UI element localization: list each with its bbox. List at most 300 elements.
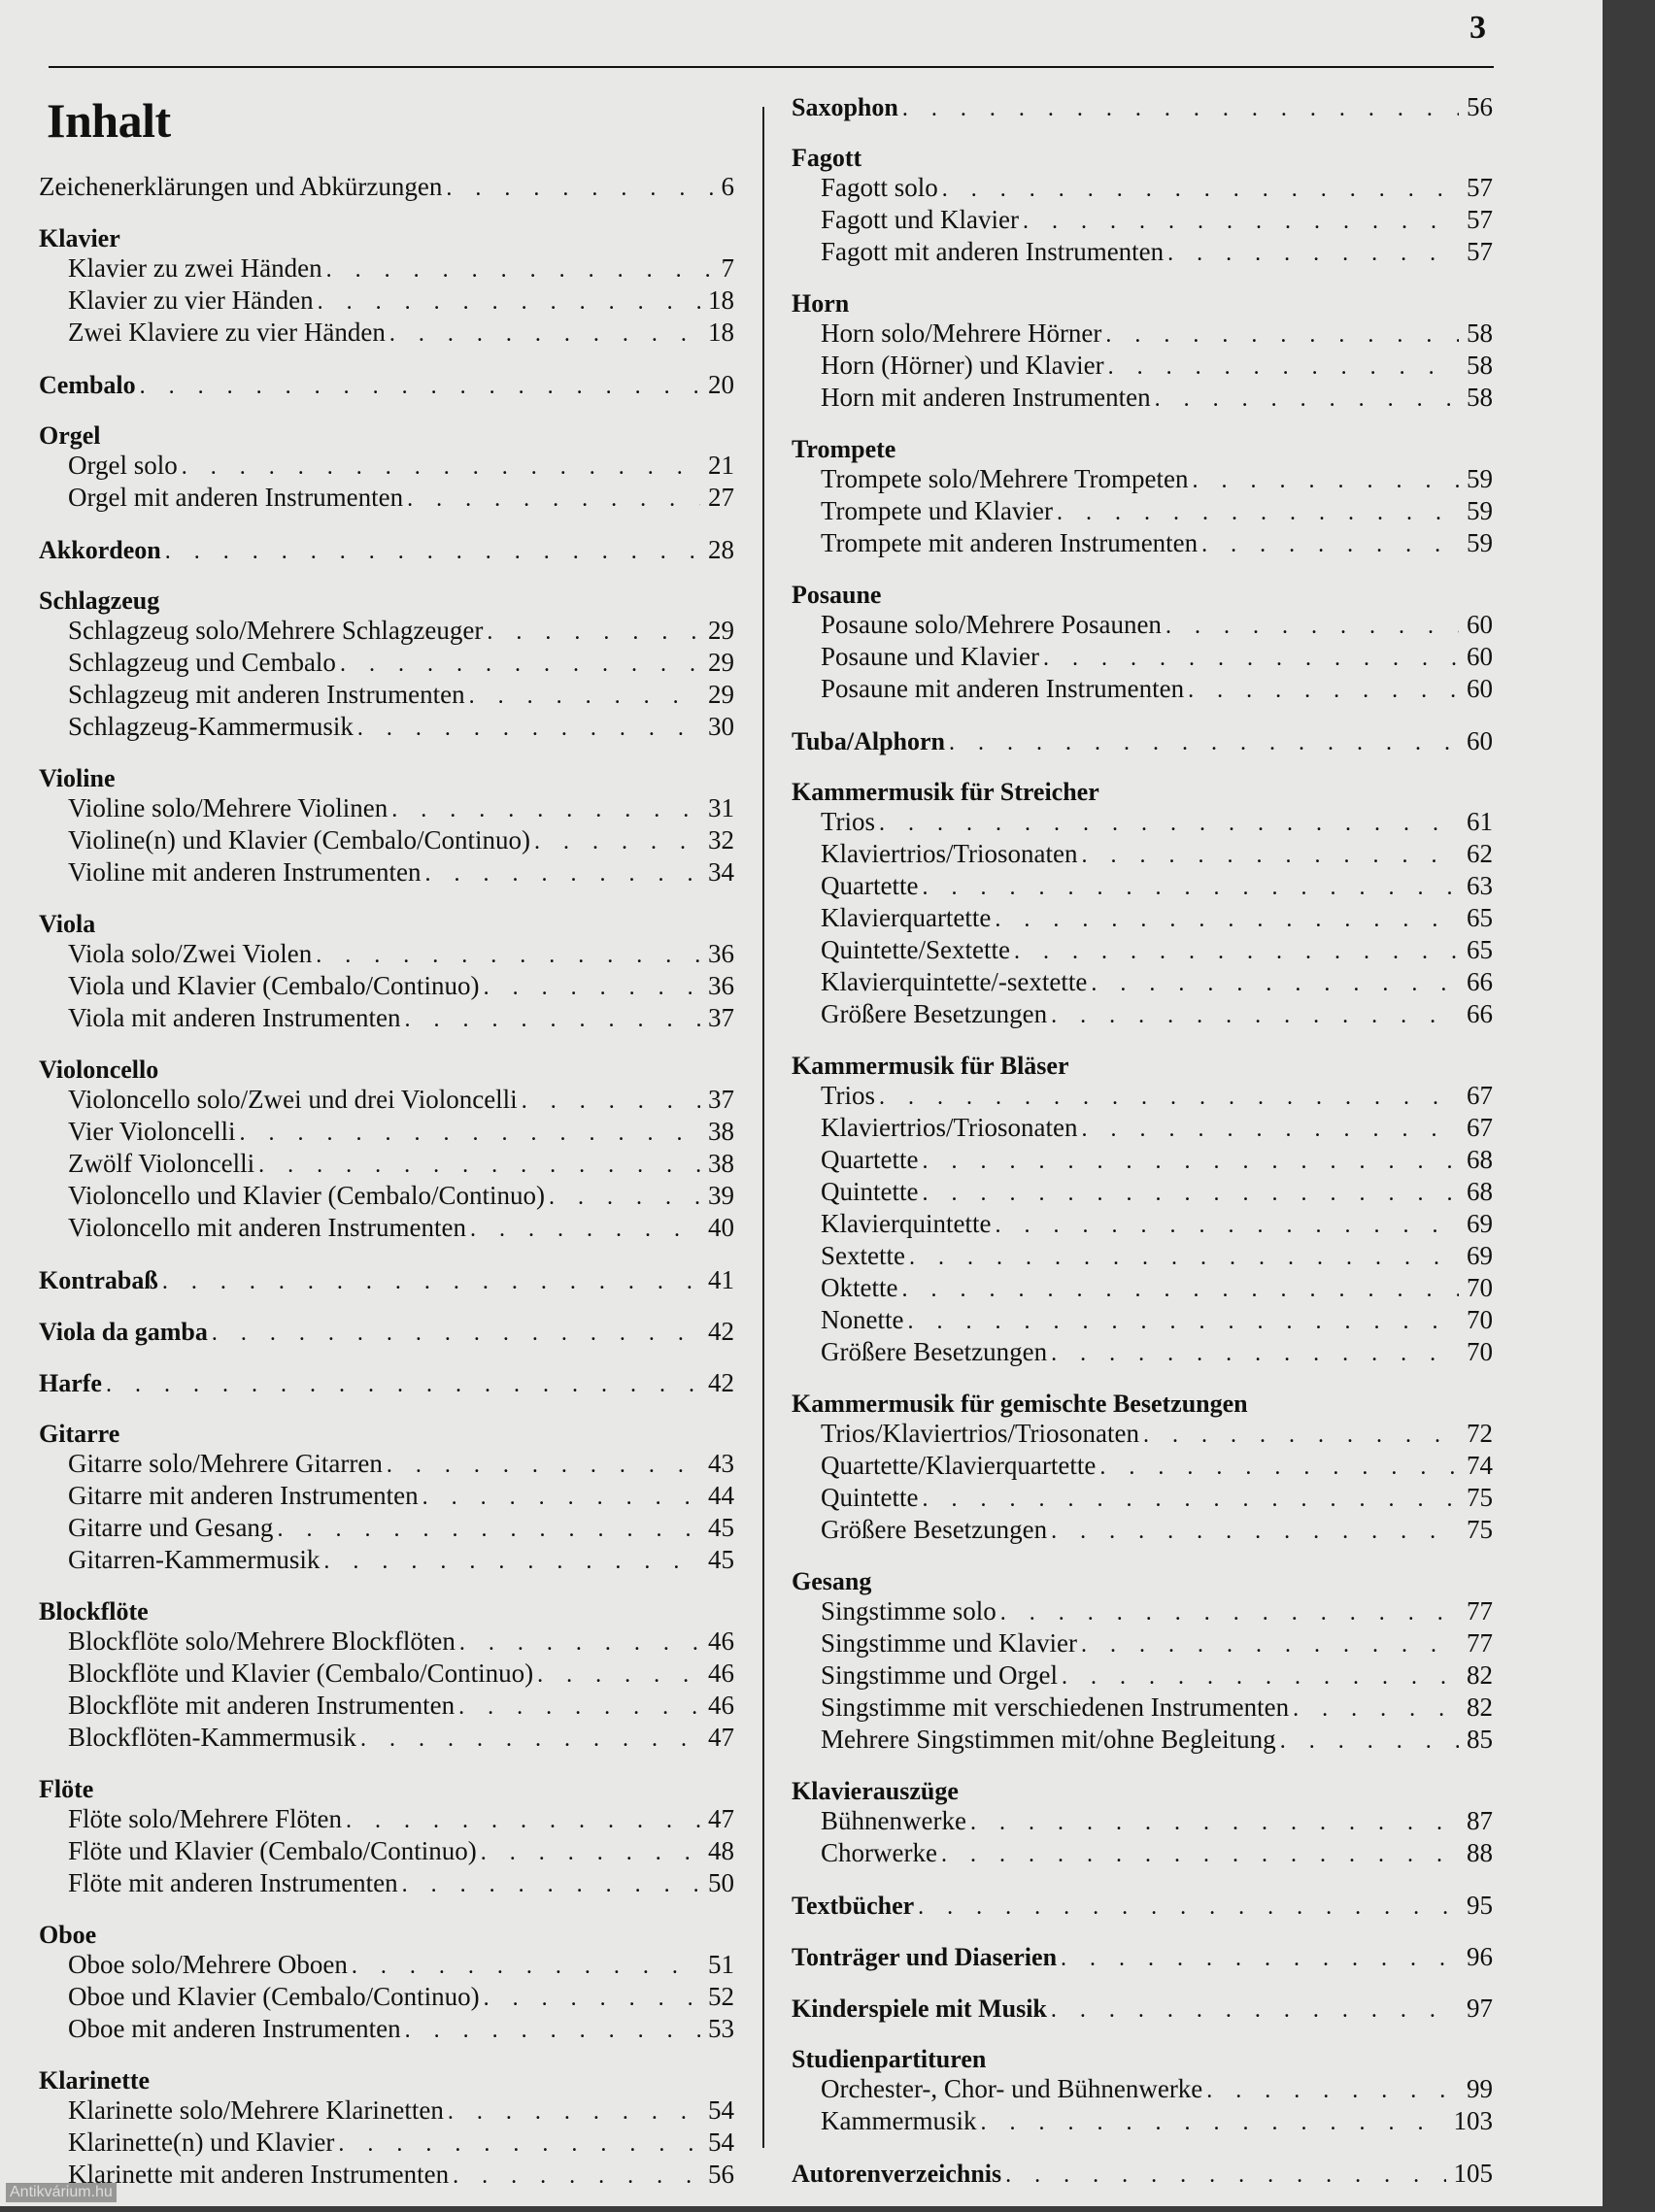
dot-leader — [1081, 1630, 1459, 1660]
toc-entry-label: Violoncello solo/Zwei und drei Violoncelli — [68, 1085, 518, 1115]
dot-leader — [405, 2016, 700, 2046]
toc-section — [39, 421, 734, 515]
toc-section — [39, 224, 734, 350]
toc-entry-label: Quartette — [821, 871, 918, 901]
toc-entry-page-number: 67 — [1467, 1081, 1493, 1111]
toc-entry-page-number: 45 — [708, 1513, 734, 1543]
toc-entry — [792, 871, 1493, 903]
dot-leader — [1051, 1995, 1459, 2025]
toc-entry-page-number: 34 — [708, 857, 734, 888]
dot-leader — [1057, 498, 1459, 528]
dot-leader — [1014, 937, 1459, 967]
toc-entry — [792, 2074, 1493, 2106]
dot-leader — [922, 1147, 1459, 1177]
toc-entry-page-number: 36 — [708, 939, 734, 969]
toc-entry-page-number: 57 — [1467, 173, 1493, 203]
toc-entry — [792, 2106, 1493, 2138]
toc-entry-label: Oboe und Klavier (Cembalo/Continuo) — [68, 1982, 480, 2012]
dot-leader — [1108, 352, 1459, 383]
toc-section — [792, 2045, 1493, 2138]
toc-entry-label: Quartette — [821, 1145, 918, 1175]
toc-section — [792, 726, 1493, 757]
toc-entry-page-number: 38 — [708, 1149, 734, 1179]
toc-section — [39, 1921, 734, 2046]
toc-entry-label: Trompete mit anderen Instrumenten — [821, 528, 1198, 558]
toc-entry-label: Sextette — [821, 1241, 905, 1271]
toc-entry — [792, 528, 1493, 560]
toc-entry-label: Singstimme und Orgel — [821, 1660, 1058, 1691]
toc-section-heading-label: Schlagzeug — [39, 587, 159, 616]
dot-leader — [1293, 1694, 1459, 1725]
toc-entry-page-number: 75 — [1467, 1515, 1493, 1545]
toc-entry — [792, 1305, 1493, 1337]
toc-section — [792, 1052, 1493, 1369]
toc-entry-page-number: 70 — [1467, 1337, 1493, 1367]
dot-leader — [182, 452, 700, 483]
toc-section — [792, 289, 1493, 415]
toc-entry — [39, 318, 734, 350]
page-number: 3 — [1469, 10, 1486, 47]
dot-leader — [1192, 466, 1459, 496]
toc-entry-label: Posaune und Klavier — [821, 642, 1039, 672]
toc-entry — [792, 318, 1493, 351]
dot-leader — [352, 1952, 700, 1982]
toc-entry — [792, 1451, 1493, 1483]
toc-section-heading — [39, 1056, 734, 1085]
toc-section-heading — [792, 778, 1493, 807]
dot-leader — [340, 650, 700, 680]
toc-entry — [792, 903, 1493, 935]
dot-leader — [1143, 1421, 1459, 1451]
dot-leader — [1061, 1944, 1459, 1973]
toc-entry — [792, 351, 1493, 383]
dot-leader — [212, 1319, 700, 1348]
dot-leader — [1051, 1001, 1459, 1031]
watermark: Antikvárium.hu — [6, 2183, 117, 2202]
dot-leader — [106, 1370, 700, 1399]
dot-leader — [1081, 1115, 1459, 1145]
toc-entry — [39, 1982, 734, 2014]
toc-section-heading — [792, 1942, 1493, 1973]
toc-entry-page-number: 7 — [722, 253, 735, 284]
toc-entry — [39, 1691, 734, 1723]
page-title: Inhalt — [47, 92, 734, 149]
toc-entry-page-number: 37 — [708, 1085, 734, 1115]
toc-entry — [792, 999, 1493, 1031]
dot-leader — [446, 174, 713, 204]
toc-entry-label: Zwei Klaviere zu vier Händen — [68, 318, 386, 348]
dot-leader — [537, 1660, 700, 1691]
dot-leader — [941, 1840, 1459, 1870]
toc-entry-label: Trios — [821, 807, 875, 837]
toc-entry — [792, 205, 1493, 237]
dot-leader — [980, 2108, 1445, 2138]
toc-entry-label: Singstimme und Klavier — [821, 1628, 1077, 1659]
dot-leader — [1188, 676, 1459, 706]
toc-entry-page-number: 37 — [708, 1003, 734, 1033]
toc-entry-label: Horn (Hörner) und Klavier — [821, 351, 1104, 381]
toc-entry-label: Klarinette(n) und Klavier — [68, 2128, 334, 2158]
dot-leader — [326, 255, 714, 285]
toc-entry-page-number: 50 — [708, 1868, 734, 1898]
dot-leader — [487, 618, 700, 648]
toc-section — [39, 172, 734, 204]
toc-entry-page-number: 38 — [708, 1117, 734, 1147]
dot-leader — [970, 1808, 1459, 1838]
toc-entry-page-number: 36 — [708, 971, 734, 1001]
dot-leader — [165, 537, 700, 566]
toc-entry-page-number: 43 — [708, 1449, 734, 1479]
toc-section-heading — [39, 1265, 734, 1296]
toc-entry — [39, 793, 734, 825]
toc-entry-page-number: 29 — [708, 680, 734, 710]
toc-entry-page-number: 40 — [708, 1213, 734, 1243]
dot-leader — [1000, 1598, 1459, 1628]
toc-section-heading-label: Blockflöte — [39, 1597, 149, 1626]
toc-entry — [39, 2014, 734, 2046]
toc-section-heading-label: Kammermusik für gemischte Besetzungen — [792, 1390, 1248, 1419]
toc-section-heading-label: Autorenverzeichnis — [792, 2160, 1001, 2189]
toc-entry-label: Viola mit anderen Instrumenten — [68, 1003, 401, 1033]
toc-section-heading — [792, 289, 1493, 318]
toc-section-heading-label: Kammermusik für Streicher — [792, 778, 1099, 807]
toc-entry — [39, 971, 734, 1003]
toc-entry — [39, 1085, 734, 1117]
toc-section-heading-label: Klavierauszüge — [792, 1777, 959, 1806]
toc-section-heading-label: Flöte — [39, 1775, 93, 1804]
toc-section — [792, 1390, 1493, 1547]
dot-leader — [239, 1119, 700, 1149]
toc-section-heading-page-number: 97 — [1467, 1994, 1493, 2023]
toc-entry — [39, 1868, 734, 1900]
toc-entry-label: Klarinette solo/Mehrere Klarinetten — [68, 2095, 444, 2126]
dot-leader — [453, 2162, 700, 2192]
dot-leader — [357, 714, 700, 744]
toc-entry-page-number: 85 — [1467, 1725, 1493, 1755]
toc-section-heading-page-number: 96 — [1467, 1942, 1493, 1971]
toc-entry — [39, 253, 734, 285]
toc-entry-page-number: 18 — [708, 318, 734, 348]
toc-entry-page-number: 53 — [708, 2014, 734, 2044]
toc-entry-label: Nonette — [821, 1305, 903, 1335]
toc-section-heading-label: Klarinette — [39, 2066, 150, 2095]
toc-entry-page-number: 56 — [708, 2160, 734, 2190]
toc-left-column — [39, 92, 734, 2212]
dot-leader — [1091, 969, 1459, 999]
toc-section-heading — [792, 1994, 1493, 2025]
toc-entry — [792, 1628, 1493, 1660]
dot-leader — [258, 1151, 700, 1181]
toc-section-heading-label: Cembalo — [39, 371, 136, 400]
toc-entry-label: Quintette/Sextette — [821, 935, 1010, 965]
dot-leader — [346, 1806, 700, 1836]
toc-section-heading-label: Orgel — [39, 421, 101, 451]
toc-entry-page-number: 47 — [708, 1804, 734, 1834]
toc-entry — [792, 674, 1493, 706]
dot-leader — [402, 1870, 700, 1900]
toc-entry-label: Flöte mit anderen Instrumenten — [68, 1868, 398, 1898]
toc-section — [792, 1942, 1493, 1973]
toc-entry-page-number: 58 — [1467, 351, 1493, 381]
column-divider — [762, 107, 764, 2148]
dot-leader — [918, 1893, 1459, 1922]
toc-section-heading — [39, 421, 734, 451]
toc-entry-label: Quintette — [821, 1177, 918, 1207]
toc-entry-page-number: 51 — [708, 1950, 734, 1980]
toc-section-heading-page-number: 41 — [708, 1265, 734, 1294]
dot-leader — [922, 873, 1459, 903]
toc-entry — [39, 1626, 734, 1659]
toc-section — [792, 1994, 1493, 2025]
toc-section-heading-page-number: 105 — [1454, 2159, 1494, 2188]
dot-leader — [162, 1267, 700, 1296]
dot-leader — [469, 682, 700, 712]
toc-entry-page-number: 65 — [1467, 935, 1493, 965]
toc-entry — [39, 451, 734, 483]
toc-entry — [39, 825, 734, 857]
toc-section-heading-label: Gitarre — [39, 1420, 119, 1449]
toc-entry-label: Blockflöten-Kammermusik — [68, 1723, 356, 1753]
toc-entry — [39, 172, 734, 204]
toc-section — [792, 92, 1493, 123]
dot-leader — [484, 1984, 700, 2014]
toc-entry-label: Violine(n) und Klavier (Cembalo/Continuo) — [68, 825, 530, 855]
toc-entry-page-number: 70 — [1467, 1305, 1493, 1335]
toc-entry-label: Klarinette mit anderen Instrumenten — [68, 2160, 449, 2190]
toc-entry — [39, 712, 734, 744]
toc-section — [792, 581, 1493, 706]
toc-entry-label: Klaviertrios/Triosonaten — [821, 839, 1077, 869]
toc-section-heading-label: Textbücher — [792, 1892, 914, 1921]
toc-section-heading — [792, 1390, 1493, 1419]
toc-entry-page-number: 47 — [708, 1723, 734, 1753]
dot-leader — [484, 973, 700, 1003]
toc-section-heading-label: Harfe — [39, 1369, 102, 1398]
toc-entry — [792, 1337, 1493, 1369]
toc-entry-label: Zeichenerklärungen und Abkürzungen — [39, 172, 442, 202]
dot-leader — [534, 827, 700, 857]
toc-entry-label: Klaviertrios/Triosonaten — [821, 1113, 1077, 1143]
toc-entry-page-number: 6 — [722, 172, 735, 202]
toc-entry — [792, 1419, 1493, 1451]
toc-entry — [792, 1273, 1493, 1305]
toc-entry-page-number: 69 — [1467, 1209, 1493, 1239]
toc-entry — [792, 1241, 1493, 1273]
toc-section-heading — [39, 224, 734, 253]
toc-entry-page-number: 69 — [1467, 1241, 1493, 1271]
toc-section-heading — [39, 2066, 734, 2095]
toc-entry-page-number: 27 — [708, 483, 734, 513]
dot-leader — [1023, 207, 1459, 237]
dot-leader — [1165, 612, 1459, 642]
toc-entry-page-number: 31 — [708, 793, 734, 823]
dot-leader — [1062, 1662, 1459, 1693]
dot-leader — [901, 1275, 1459, 1305]
toc-section — [792, 2159, 1493, 2190]
toc-entry-page-number: 65 — [1467, 903, 1493, 933]
toc-entry-label: Schlagzeug-Kammermusik — [68, 712, 354, 742]
toc-entry — [39, 1804, 734, 1836]
dot-leader — [338, 2129, 700, 2160]
toc-entry — [39, 1836, 734, 1868]
toc-section-heading-label: Violoncello — [39, 1056, 158, 1085]
toc-section-heading — [792, 1777, 1493, 1806]
toc-entry-label: Quartette/Klavierquartette — [821, 1451, 1096, 1481]
dot-leader — [1155, 385, 1459, 415]
dot-leader — [1099, 1453, 1459, 1483]
toc-right-list — [792, 92, 1493, 2190]
toc-entry-page-number: 99 — [1467, 2074, 1493, 2104]
toc-entry — [792, 383, 1493, 415]
dot-leader — [1005, 2161, 1445, 2190]
toc-entry-label: Violine solo/Mehrere Violinen — [68, 793, 388, 823]
toc-section-heading-label: Viola da gamba — [39, 1318, 208, 1347]
dot-leader — [1051, 1517, 1459, 1547]
toc-section — [39, 1597, 734, 1755]
toc-entry — [39, 616, 734, 648]
toc-section-heading — [39, 1317, 734, 1348]
toc-entry-label: Klavier zu zwei Händen — [68, 253, 322, 284]
toc-entry — [792, 1660, 1493, 1693]
toc-entry — [792, 237, 1493, 269]
toc-entry-page-number: 82 — [1467, 1693, 1493, 1723]
dot-leader — [1206, 2076, 1459, 2106]
toc-entry-page-number: 68 — [1467, 1177, 1493, 1207]
toc-section-heading-label: Horn — [792, 289, 849, 318]
toc-section — [39, 370, 734, 401]
toc-section — [39, 535, 734, 566]
toc-section — [39, 2066, 734, 2192]
toc-entry-label: Trompete solo/Mehrere Trompeten — [821, 464, 1188, 494]
toc-entry-page-number: 54 — [708, 2095, 734, 2126]
toc-entry — [39, 2160, 734, 2192]
toc-section-heading-label: Kinderspiele mit Musik — [792, 1994, 1047, 2024]
toc-entry — [39, 1723, 734, 1755]
toc-entry-label: Violoncello mit anderen Instrumenten — [68, 1213, 466, 1243]
toc-entry-label: Vier Violoncelli — [68, 1117, 235, 1147]
toc-entry-label: Bühnenwerke — [821, 1806, 966, 1836]
toc-entry-page-number: 59 — [1467, 528, 1493, 558]
toc-section — [39, 1368, 734, 1399]
toc-entry-label: Posaune mit anderen Instrumenten — [821, 674, 1184, 704]
dot-leader — [405, 1005, 700, 1035]
toc-entry-label: Kammermusik — [821, 2106, 976, 2136]
toc-entry-page-number: 60 — [1467, 610, 1493, 640]
toc-entry-page-number: 30 — [708, 712, 734, 742]
toc-entry-page-number: 46 — [708, 1691, 734, 1721]
dot-leader — [459, 1628, 700, 1659]
toc-entry-label: Klavierquartette — [821, 903, 991, 933]
toc-entry-page-number: 66 — [1467, 967, 1493, 997]
toc-entry-page-number: 60 — [1467, 674, 1493, 704]
toc-entry-page-number: 82 — [1467, 1660, 1493, 1691]
toc-entry-label: Blockflöte und Klavier (Cembalo/Continuo) — [68, 1659, 533, 1689]
toc-entry-label: Orgel mit anderen Instrumenten — [68, 483, 403, 513]
toc-section — [39, 1775, 734, 1900]
toc-section-heading — [39, 370, 734, 401]
toc-entry-page-number: 29 — [708, 648, 734, 678]
toc-section-heading — [39, 910, 734, 939]
dot-leader — [458, 1693, 700, 1723]
toc-entry-label: Flöte solo/Mehrere Flöten — [68, 1804, 342, 1834]
toc-section-heading — [792, 2159, 1493, 2190]
toc-entry-page-number: 21 — [708, 451, 734, 481]
toc-section-heading-page-number: 42 — [708, 1368, 734, 1397]
toc-entry-label: Blockflöte solo/Mehrere Blockflöten — [68, 1626, 456, 1657]
toc-entry — [39, 1449, 734, 1481]
toc-entry — [792, 967, 1493, 999]
toc-entry-label: Chorwerke — [821, 1838, 937, 1868]
toc-left-list — [39, 172, 734, 2192]
toc-section-heading-label: Saxophon — [792, 93, 898, 122]
toc-entry-page-number: 46 — [708, 1626, 734, 1657]
dot-leader — [360, 1725, 700, 1755]
dot-leader — [389, 319, 700, 350]
toc-section-heading-label: Posaune — [792, 581, 881, 610]
toc-section — [792, 435, 1493, 560]
toc-entry-page-number: 32 — [708, 825, 734, 855]
toc-section-heading-label: Violine — [39, 764, 115, 793]
toc-entry-page-number: 77 — [1467, 1596, 1493, 1626]
toc-section-heading — [39, 764, 734, 793]
toc-entry — [39, 648, 734, 680]
toc-entry — [39, 939, 734, 971]
toc-entry-page-number: 68 — [1467, 1145, 1493, 1175]
toc-section-heading — [792, 144, 1493, 173]
dot-leader — [1105, 320, 1459, 351]
toc-section-heading — [792, 1052, 1493, 1081]
toc-entry-label: Posaune solo/Mehrere Posaunen — [821, 610, 1162, 640]
dot-leader — [1280, 1726, 1459, 1757]
dot-leader — [140, 372, 700, 401]
toc-entry — [792, 1209, 1493, 1241]
toc-entry-page-number: 87 — [1467, 1806, 1493, 1836]
dot-leader — [909, 1243, 1459, 1273]
toc-section-heading-page-number: 95 — [1467, 1891, 1493, 1920]
dot-leader — [422, 1483, 700, 1513]
dot-leader — [995, 905, 1459, 935]
toc-entry — [792, 1145, 1493, 1177]
dot-leader — [1043, 644, 1459, 674]
toc-section-heading — [39, 1775, 734, 1804]
toc-entry — [39, 680, 734, 712]
toc-entry-label: Violoncello und Klavier (Cembalo/Continuo) — [68, 1181, 545, 1211]
dot-leader — [922, 1485, 1459, 1515]
toc-entry-page-number: 67 — [1467, 1113, 1493, 1143]
dot-leader — [549, 1183, 700, 1213]
toc-entry — [792, 1693, 1493, 1725]
toc-entry — [39, 483, 734, 515]
dot-leader — [391, 795, 700, 825]
toc-entry-page-number: 75 — [1467, 1483, 1493, 1513]
toc-section-heading-label: Tonträger und Diaserien — [792, 1943, 1057, 1972]
toc-entry-page-number: 70 — [1467, 1273, 1493, 1303]
toc-entry-label: Klavier zu vier Händen — [68, 285, 314, 316]
dot-leader — [949, 728, 1459, 757]
toc-entry-label: Fagott mit anderen Instrumenten — [821, 237, 1164, 267]
toc-entry-page-number: 74 — [1467, 1451, 1493, 1481]
toc-entry — [792, 1483, 1493, 1515]
toc-entry-label: Gitarre solo/Mehrere Gitarren — [68, 1449, 383, 1479]
toc-section-heading-page-number: 28 — [708, 535, 734, 564]
toc-section-heading — [39, 1921, 734, 1950]
toc-entry-label: Schlagzeug mit anderen Instrumenten — [68, 680, 465, 710]
toc-entry-label: Horn solo/Mehrere Hörner — [821, 318, 1101, 349]
toc-entry-page-number: 54 — [708, 2128, 734, 2158]
toc-entry-page-number: 63 — [1467, 871, 1493, 901]
toc-entry-label: Horn mit anderen Instrumenten — [821, 383, 1151, 413]
toc-entry — [39, 1659, 734, 1691]
